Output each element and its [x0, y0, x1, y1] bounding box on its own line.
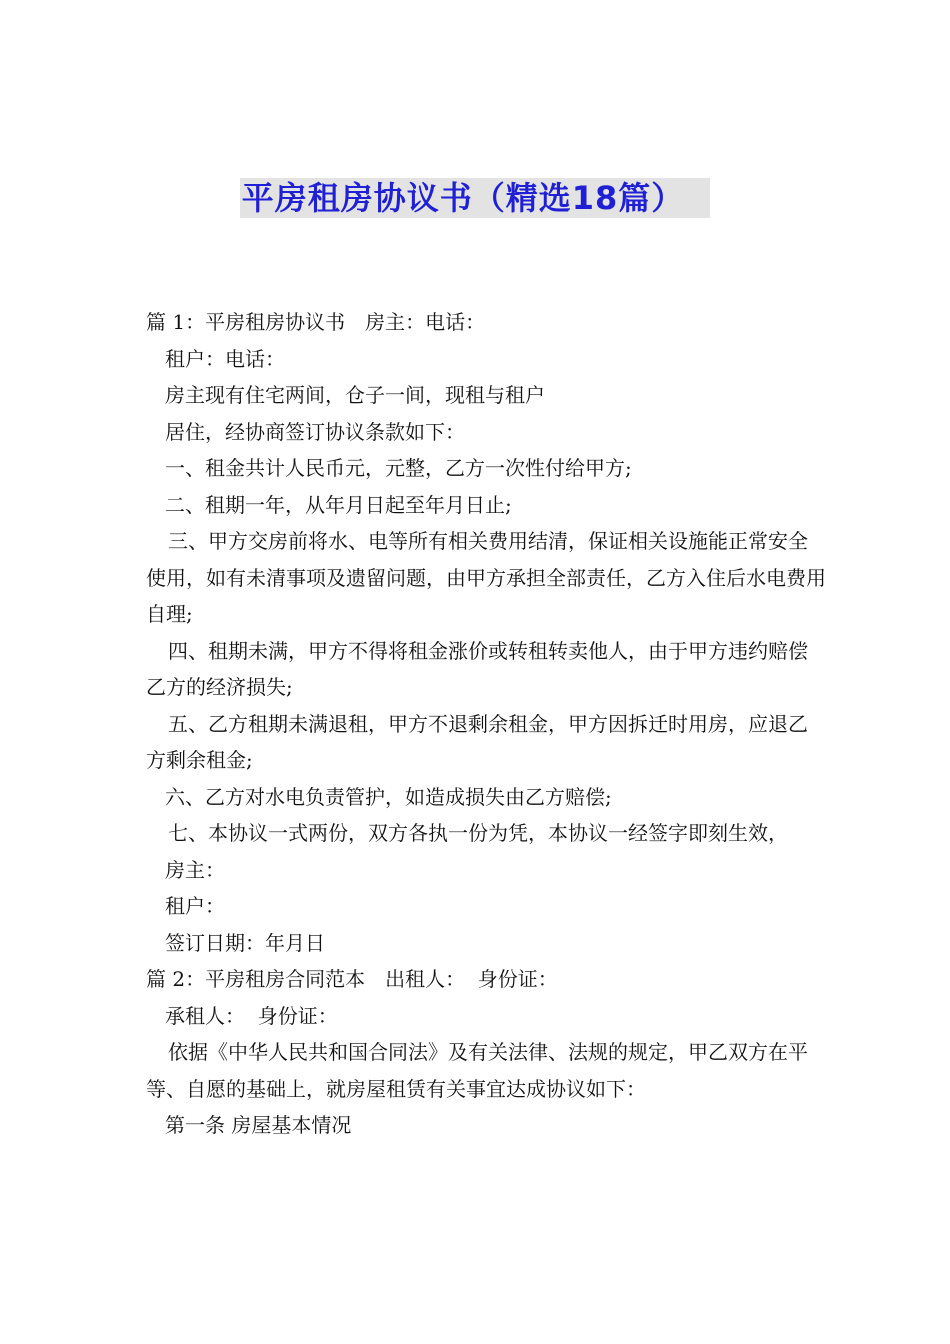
paragraph: 签订日期：年月日	[165, 930, 325, 955]
paragraph: 五、乙方租期未满退租，甲方不退剩余租金，甲方因拆迁时用房，应退乙方剩余租金;	[146, 711, 808, 772]
paragraph: 依据《中华人民共和国合同法》及有关法律、法规的规定，甲乙双方在平等、自愿的基础上，就房屋租赁有关事宜达成协议如下：	[146, 1040, 808, 1101]
paragraph: 七、本协议一式两份，双方各执一份为凭，本协议一经签字即刻生效，	[168, 821, 788, 845]
paragraph: 承租人： 身份证：	[165, 1003, 338, 1028]
paragraph: 第一条 房屋基本情况	[165, 1113, 352, 1137]
paragraph: 三、甲方交房前将水、电等所有相关费用结清，保证相关设施能正常安全使用，如有未清事项及遗留问题，由甲方承担全部责任，乙方入住后水电费用自理;	[146, 529, 826, 626]
paragraph: 四、租期未满，甲方不得将租金涨价或转租转卖他人，由于甲方违约赔偿乙方的经济损失;	[146, 638, 808, 699]
paragraph: 居住，经协商签订协议条款如下：	[165, 419, 465, 444]
title-container	[0, 178, 950, 218]
document-body	[146, 304, 826, 1144]
paragraph: 篇 2：平房租房合同范本 出租人： 身份证：	[146, 967, 558, 991]
paragraph: 房主现有住宅两间，仓子一间，现租与租户	[165, 383, 545, 407]
paragraph: 房主：	[165, 857, 225, 882]
document-title: 平房租房协议书（精选18篇）	[240, 178, 711, 218]
paragraph: 二、租期一年，从年月日起至年月日止;	[165, 492, 512, 517]
paragraph: 六、乙方对水电负责管护，如造成损失由乙方赔偿;	[165, 784, 612, 809]
paragraph: 一、租金共计人民币元，元整，乙方一次性付给甲方;	[165, 456, 632, 480]
paragraph: 租户：	[165, 894, 225, 918]
paragraph: 租户：电话：	[165, 346, 285, 371]
paragraph: 篇 1：平房租房协议书 房主：电话：	[146, 310, 486, 334]
